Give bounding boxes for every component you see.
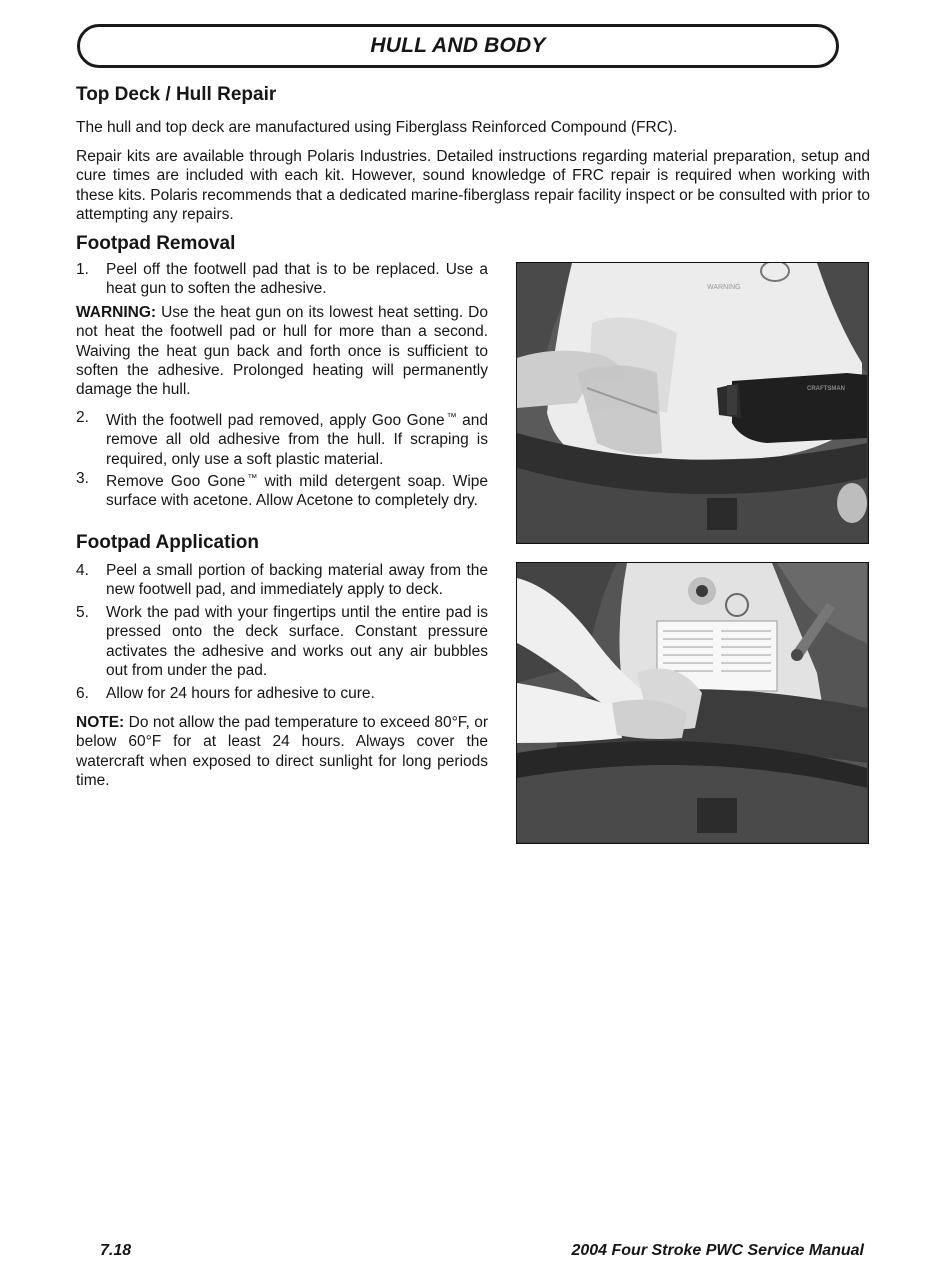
pad-application-photo	[516, 562, 869, 844]
step-text: Peel a small portion of backing material away from the new footwell pad, and immediately apply to deck.	[106, 562, 488, 599]
top-deck-heading: Top Deck / Hull Repair	[76, 84, 277, 105]
svg-text:WARNING: WARNING	[707, 284, 741, 291]
step-text: Work the pad with your fingertips until the entire pad is pressed onto the deck surface. Constant pressure activates the adhesive and works out any air bubbles out from under the pad.	[106, 604, 488, 679]
step-number: 5.	[76, 604, 89, 621]
repair-kits-paragraph: Repair kits are available through Polaris Industries. Detailed instructions regarding material preparation, setup and cure times are included with each kit. However, sound knowledge of FRC repair is required when working with these kits. Polaris recommends that a dedicated marine-fiberglass repair facility inspect or be consulted with prior to attempting any repairs.	[76, 148, 870, 223]
heat-gun-illustration	[517, 263, 867, 542]
manual-title: 2004 Four Stroke PWC Service Manual	[571, 1242, 864, 1259]
step-text: Peel off the footwell pad that is to be replaced. Use a heat gun to soften the adhesive.	[106, 261, 488, 298]
step-text: Remove Goo Gone	[106, 473, 246, 490]
warning-label: WARNING:	[76, 304, 157, 321]
step-3	[76, 469, 488, 511]
step-number: 6.	[76, 685, 89, 702]
step-2	[76, 408, 488, 469]
note-label: NOTE:	[76, 714, 125, 731]
page-title: HULL AND BODY	[370, 34, 546, 57]
footpad-removal-heading: Footpad Removal	[76, 233, 236, 254]
step-5	[76, 603, 488, 680]
trademark-symbol: ™	[446, 412, 457, 423]
step-text: Allow for 24 hours for adhesive to cure.	[106, 685, 375, 702]
step-number: 1.	[76, 261, 89, 278]
step-6	[76, 684, 488, 703]
step-4	[76, 561, 488, 600]
page-number: 7.18	[100, 1242, 132, 1259]
step-number: 2.	[76, 409, 89, 426]
note-text: Do not allow the pad temperature to exceed 80°F, or below 60°F for at least 24 hours. Always cover the watercraft when exposed to direct sunlight for long periods time.	[76, 714, 489, 789]
note-block	[76, 713, 488, 790]
warning-text: Use the heat gun on its lowest heat setting. Do not heat the footwell pad or hull for more than a second. Waiving the heat gun back and forth once is sufficient to soften the adhesive. Prolonged heating will permanently damage the hull.	[76, 304, 488, 399]
tool-brand-label: CRAFTSMAN	[807, 386, 845, 392]
section-banner	[77, 24, 839, 68]
warning-block	[76, 303, 488, 399]
step-text: With the footwell pad removed, apply Goo Gone	[106, 412, 445, 429]
step-1	[76, 260, 488, 299]
trademark-symbol: ™	[247, 473, 258, 484]
step-number: 4.	[76, 562, 89, 579]
step-text: and remove all old adhesive from the hull. If scraping is required, only use a soft plastic material.	[106, 412, 488, 468]
footpad-application-heading: Footpad Application	[76, 532, 259, 553]
step-text: with mild detergent soap. Wipe surface with acetone. Allow Acetone to completely dry.	[106, 473, 489, 510]
frc-paragraph: The hull and top deck are manufactured using Fiberglass Reinforced Compound (FRC).	[76, 119, 678, 136]
step-number: 3.	[76, 470, 89, 487]
heat-gun-photo	[516, 262, 869, 544]
pad-application-illustration	[517, 563, 867, 842]
